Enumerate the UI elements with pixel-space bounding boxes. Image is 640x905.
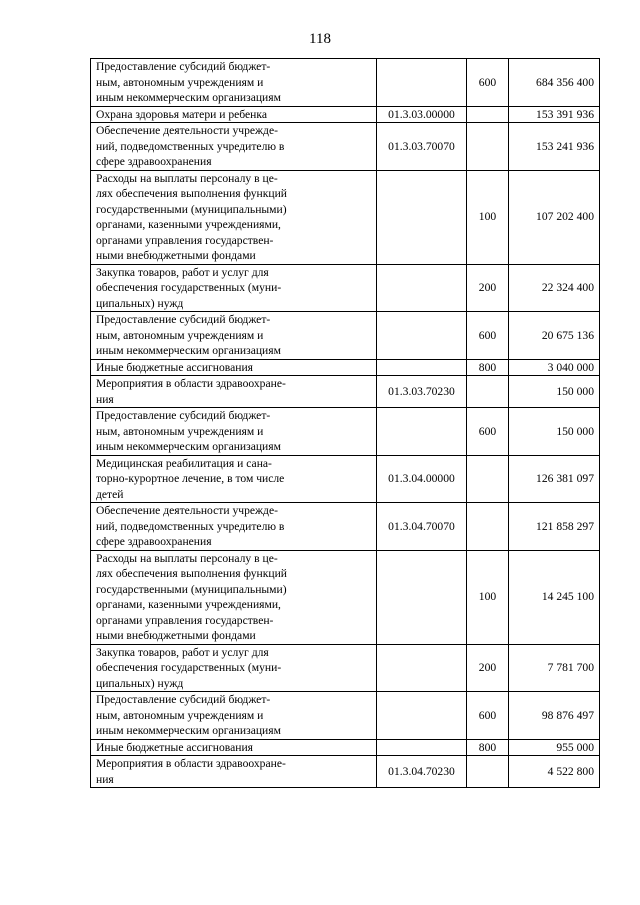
expense-type-cell: 600 [467,59,509,107]
target-code-cell: 01.3.04.70230 [377,756,467,788]
expense-name-cell: Предоставление субсидий бюджет- ным, автономным учреждениям и иным некоммерческим организациям [91,408,377,456]
expense-type-cell [467,455,509,503]
expense-name-cell: Закупка товаров, работ и услуг для обеспечения государственных (муни- ципальных) нужд [91,264,377,312]
amount-cell: 7 781 700 [509,644,600,692]
expense-name-cell: Медицинская реабилитация и сана- торно-курортное лечение, в том числе детей [91,455,377,503]
table-row [91,756,600,788]
expense-type-cell: 600 [467,408,509,456]
expense-type-cell: 200 [467,644,509,692]
target-code-cell [377,739,467,756]
expense-type-cell: 600 [467,692,509,740]
target-code-cell: 01.3.03.70070 [377,123,467,171]
expense-name-cell: Предоставление субсидий бюджет- ным, автономным учреждениям и иным некоммерческим организациям [91,312,377,360]
target-code-cell [377,550,467,644]
target-code-cell: 01.3.04.00000 [377,455,467,503]
expense-name-cell: Охрана здоровья матери и ребенка [91,106,377,123]
amount-cell: 153 391 936 [509,106,600,123]
table-row [91,644,600,692]
table-row [91,359,600,376]
table-row [91,503,600,551]
target-code-cell [377,692,467,740]
expense-type-cell [467,756,509,788]
expense-type-cell [467,123,509,171]
amount-cell: 3 040 000 [509,359,600,376]
target-code-cell [377,408,467,456]
expense-name-cell: Иные бюджетные ассигнования [91,739,377,756]
expense-name-cell: Предоставление субсидий бюджет- ным, автономным учреждениям и иным некоммерческим организациям [91,692,377,740]
table-row [91,312,600,360]
amount-cell: 14 245 100 [509,550,600,644]
amount-cell: 126 381 097 [509,455,600,503]
table-row [91,106,600,123]
amount-cell: 98 876 497 [509,692,600,740]
expense-type-cell: 800 [467,739,509,756]
table-row [91,264,600,312]
target-code-cell: 01.3.04.70070 [377,503,467,551]
expense-name-cell: Предоставление субсидий бюджет- ным, автономным учреждениям и иным некоммерческим организациям [91,59,377,107]
expense-name-cell: Мероприятия в области здравоохране- ния [91,376,377,408]
table-row [91,376,600,408]
target-code-cell: 01.3.03.70230 [377,376,467,408]
budget-table-body [91,59,600,788]
expense-type-cell: 200 [467,264,509,312]
table-row [91,739,600,756]
amount-cell: 684 356 400 [509,59,600,107]
amount-cell: 107 202 400 [509,170,600,264]
target-code-cell: 01.3.03.00000 [377,106,467,123]
target-code-cell [377,170,467,264]
table-row [91,550,600,644]
expense-name-cell: Мероприятия в области здравоохране- ния [91,756,377,788]
target-code-cell [377,59,467,107]
expense-type-cell [467,503,509,551]
amount-cell: 20 675 136 [509,312,600,360]
table-row [91,455,600,503]
table-row [91,170,600,264]
target-code-cell [377,644,467,692]
amount-cell: 150 000 [509,408,600,456]
budget-table [90,58,600,788]
expense-type-cell: 100 [467,550,509,644]
expense-name-cell: Расходы на выплаты персоналу в це- лях обеспечения выполнения функций государственными (муниципальными) органами, казенными учреждениями, органами управления государствен- ными внебюджетными фондами [91,170,377,264]
table-row [91,692,600,740]
table-row [91,408,600,456]
amount-cell: 153 241 936 [509,123,600,171]
target-code-cell [377,359,467,376]
expense-name-cell: Закупка товаров, работ и услуг для обеспечения государственных (муни- ципальных) нужд [91,644,377,692]
expense-type-cell [467,376,509,408]
amount-cell: 121 858 297 [509,503,600,551]
page-number: 118 [309,31,331,47]
expense-name-cell: Иные бюджетные ассигнования [91,359,377,376]
amount-cell: 150 000 [509,376,600,408]
target-code-cell [377,312,467,360]
expense-type-cell: 600 [467,312,509,360]
expense-type-cell [467,106,509,123]
expense-name-cell: Обеспечение деятельности учрежде- ний, подведомственных учредителю в сфере здравоохранения [91,503,377,551]
table-row [91,59,600,107]
amount-cell: 955 000 [509,739,600,756]
amount-cell: 4 522 800 [509,756,600,788]
amount-cell: 22 324 400 [509,264,600,312]
expense-type-cell: 100 [467,170,509,264]
expense-name-cell: Расходы на выплаты персоналу в це- лях обеспечения выполнения функций государственными (муниципальными) органами, казенными учреждениями, органами управления государствен- ными внебюджетными фондами [91,550,377,644]
expense-name-cell: Обеспечение деятельности учрежде- ний, подведомственных учредителю в сфере здравоохранения [91,123,377,171]
target-code-cell [377,264,467,312]
table-row [91,123,600,171]
expense-type-cell: 800 [467,359,509,376]
